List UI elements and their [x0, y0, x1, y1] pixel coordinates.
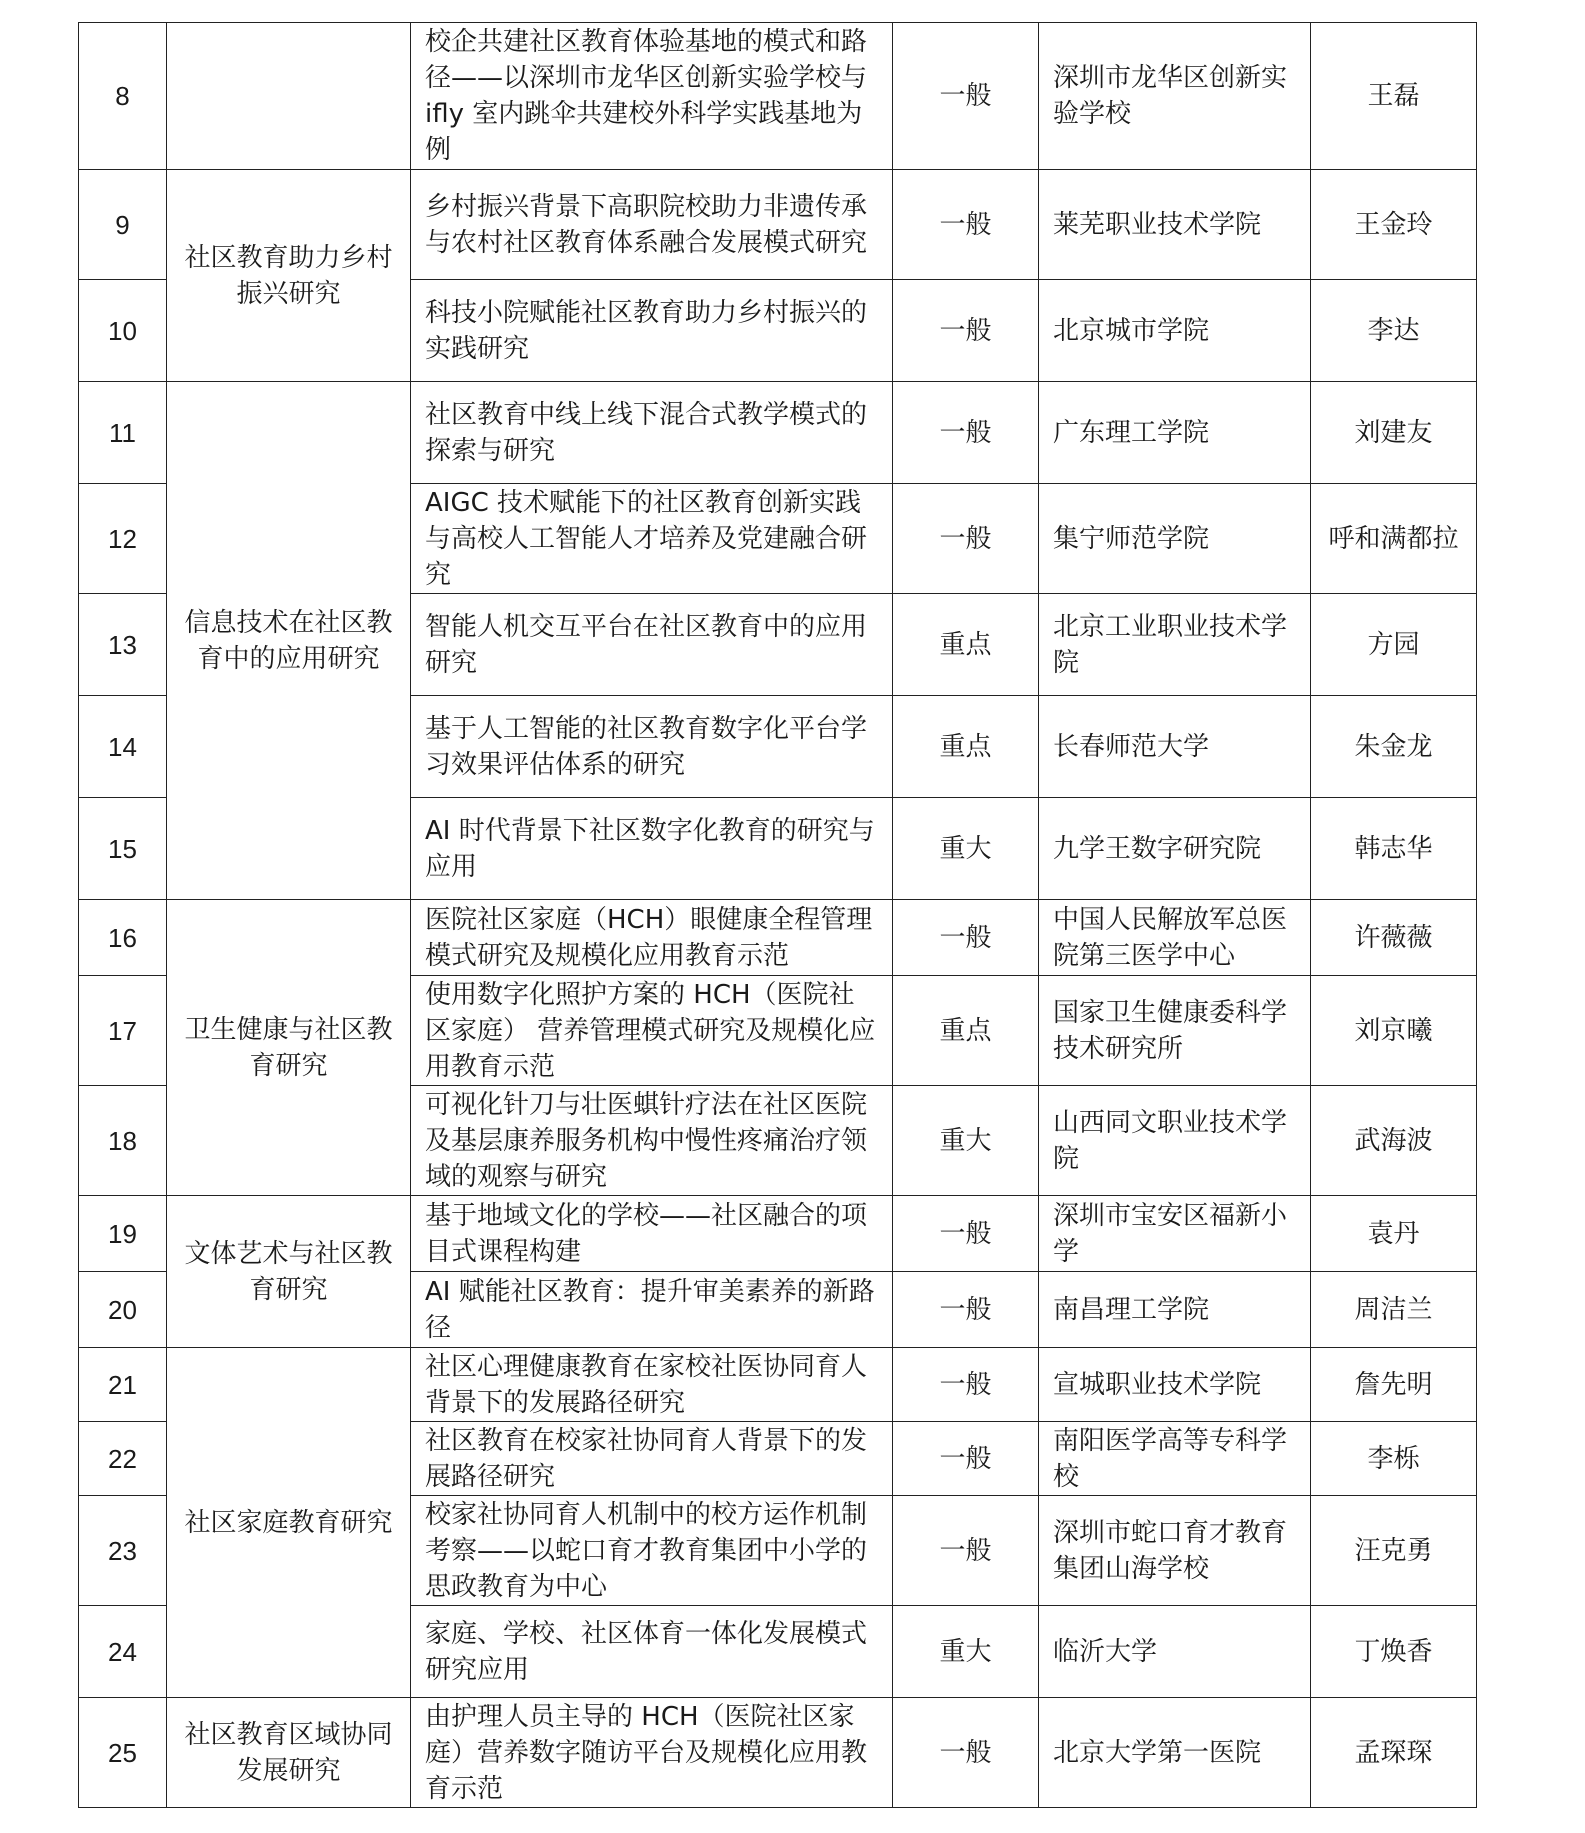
project-level: 一般 [893, 1422, 1039, 1496]
project-level: 一般 [893, 1196, 1039, 1272]
row-number: 10 [79, 280, 167, 382]
project-title: 使用数字化照护方案的 HCH（医院社区家庭） 营养管理模式研究及规模化应用教育示范 [411, 976, 893, 1086]
row-number: 22 [79, 1422, 167, 1496]
table-row [79, 1196, 1477, 1272]
project-title: AIGC 技术赋能下的社区教育创新实践与高校人工智能人才培养及党建融合研究 [411, 484, 893, 594]
organization: 山西同文职业技术学院 [1039, 1086, 1311, 1196]
project-title: 基于地域文化的学校——社区融合的项目式课程构建 [411, 1196, 893, 1272]
row-number: 15 [79, 798, 167, 900]
project-level: 一般 [893, 1272, 1039, 1348]
project-level: 一般 [893, 484, 1039, 594]
research-area: 卫生健康与社区教育研究 [167, 900, 411, 1196]
organization: 深圳市龙华区创新实验学校 [1039, 23, 1311, 170]
row-number: 18 [79, 1086, 167, 1196]
project-level: 重大 [893, 1606, 1039, 1698]
project-title: 家庭、学校、社区体育一体化发展模式研究应用 [411, 1606, 893, 1698]
project-title: AI 时代背景下社区数字化教育的研究与应用 [411, 798, 893, 900]
project-level: 一般 [893, 280, 1039, 382]
project-level: 一般 [893, 23, 1039, 170]
project-leader: 王磊 [1311, 23, 1477, 170]
project-leader: 周洁兰 [1311, 1272, 1477, 1348]
organization: 临沂大学 [1039, 1606, 1311, 1698]
project-title: 校企共建社区教育体验基地的模式和路径——以深圳市龙华区创新实验学校与 ifly 室内跳伞共建校外科学实践基地为例 [411, 23, 893, 170]
project-level: 一般 [893, 1698, 1039, 1808]
project-title: 由护理人员主导的 HCH（医院社区家庭）营养数字随访平台及规模化应用教育示范 [411, 1698, 893, 1808]
row-number: 8 [79, 23, 167, 170]
row-number: 23 [79, 1496, 167, 1606]
project-leader: 刘建友 [1311, 382, 1477, 484]
project-level: 一般 [893, 170, 1039, 280]
research-area: 社区教育区域协同发展研究 [167, 1698, 411, 1808]
projects-table [78, 22, 1477, 1808]
row-number: 17 [79, 976, 167, 1086]
project-leader: 孟琛琛 [1311, 1698, 1477, 1808]
project-level: 重大 [893, 1086, 1039, 1196]
research-area: 社区教育助力乡村振兴研究 [167, 170, 411, 382]
organization: 长春师范大学 [1039, 696, 1311, 798]
row-number: 9 [79, 170, 167, 280]
organization: 宣城职业技术学院 [1039, 1348, 1311, 1422]
project-title: 智能人机交互平台在社区教育中的应用研究 [411, 594, 893, 696]
project-leader: 詹先明 [1311, 1348, 1477, 1422]
organization: 集宁师范学院 [1039, 484, 1311, 594]
project-level: 一般 [893, 1348, 1039, 1422]
table-row [79, 1348, 1477, 1422]
organization: 国家卫生健康委科学技术研究所 [1039, 976, 1311, 1086]
project-level: 一般 [893, 1496, 1039, 1606]
organization: 中国人民解放军总医院第三医学中心 [1039, 900, 1311, 976]
project-title: 基于人工智能的社区教育数字化平台学习效果评估体系的研究 [411, 696, 893, 798]
project-level: 一般 [893, 382, 1039, 484]
project-level: 一般 [893, 900, 1039, 976]
organization: 南昌理工学院 [1039, 1272, 1311, 1348]
row-number: 21 [79, 1348, 167, 1422]
project-level: 重点 [893, 976, 1039, 1086]
row-number: 24 [79, 1606, 167, 1698]
project-title: 社区教育在校家社协同育人背景下的发展路径研究 [411, 1422, 893, 1496]
organization: 深圳市蛇口育才教育集团山海学校 [1039, 1496, 1311, 1606]
project-leader: 丁焕香 [1311, 1606, 1477, 1698]
organization: 南阳医学高等专科学校 [1039, 1422, 1311, 1496]
project-title: 校家社协同育人机制中的校方运作机制考察——以蛇口育才教育集团中小学的思政教育为中心 [411, 1496, 893, 1606]
project-leader: 李栎 [1311, 1422, 1477, 1496]
organization: 莱芜职业技术学院 [1039, 170, 1311, 280]
row-number: 13 [79, 594, 167, 696]
project-level: 重点 [893, 594, 1039, 696]
organization: 九学王数字研究院 [1039, 798, 1311, 900]
row-number: 14 [79, 696, 167, 798]
research-area: 文体艺术与社区教育研究 [167, 1196, 411, 1348]
research-area: 社区家庭教育研究 [167, 1348, 411, 1698]
project-title: 医院社区家庭（HCH）眼健康全程管理模式研究及规模化应用教育示范 [411, 900, 893, 976]
project-leader: 朱金龙 [1311, 696, 1477, 798]
table-row [79, 1698, 1477, 1808]
row-number: 11 [79, 382, 167, 484]
project-title: 科技小院赋能社区教育助力乡村振兴的实践研究 [411, 280, 893, 382]
research-area: 信息技术在社区教育中的应用研究 [167, 382, 411, 900]
project-level: 重大 [893, 798, 1039, 900]
project-title: 可视化针刀与壮医蜞针疗法在社区医院及基层康养服务机构中慢性疼痛治疗领域的观察与研究 [411, 1086, 893, 1196]
project-title: AI 赋能社区教育：提升审美素养的新路径 [411, 1272, 893, 1348]
row-number: 16 [79, 900, 167, 976]
organization: 北京大学第一医院 [1039, 1698, 1311, 1808]
project-title: 乡村振兴背景下高职院校助力非遗传承与农村社区教育体系融合发展模式研究 [411, 170, 893, 280]
project-leader: 袁丹 [1311, 1196, 1477, 1272]
table-row [79, 900, 1477, 976]
project-level: 重点 [893, 696, 1039, 798]
project-leader: 方园 [1311, 594, 1477, 696]
organization: 北京工业职业技术学院 [1039, 594, 1311, 696]
project-leader: 许薇薇 [1311, 900, 1477, 976]
project-leader: 汪克勇 [1311, 1496, 1477, 1606]
row-number: 25 [79, 1698, 167, 1808]
project-leader: 王金玲 [1311, 170, 1477, 280]
project-title: 社区教育中线上线下混合式教学模式的探索与研究 [411, 382, 893, 484]
row-number: 12 [79, 484, 167, 594]
research-area [167, 23, 411, 170]
project-title: 社区心理健康教育在家校社医协同育人背景下的发展路径研究 [411, 1348, 893, 1422]
project-leader: 韩志华 [1311, 798, 1477, 900]
table-row [79, 170, 1477, 280]
table-row [79, 382, 1477, 484]
row-number: 19 [79, 1196, 167, 1272]
project-leader: 呼和满都拉 [1311, 484, 1477, 594]
organization: 北京城市学院 [1039, 280, 1311, 382]
row-number: 20 [79, 1272, 167, 1348]
project-leader: 武海波 [1311, 1086, 1477, 1196]
project-leader: 刘京曦 [1311, 976, 1477, 1086]
table-row [79, 23, 1477, 170]
organization: 广东理工学院 [1039, 382, 1311, 484]
organization: 深圳市宝安区福新小学 [1039, 1196, 1311, 1272]
project-leader: 李达 [1311, 280, 1477, 382]
